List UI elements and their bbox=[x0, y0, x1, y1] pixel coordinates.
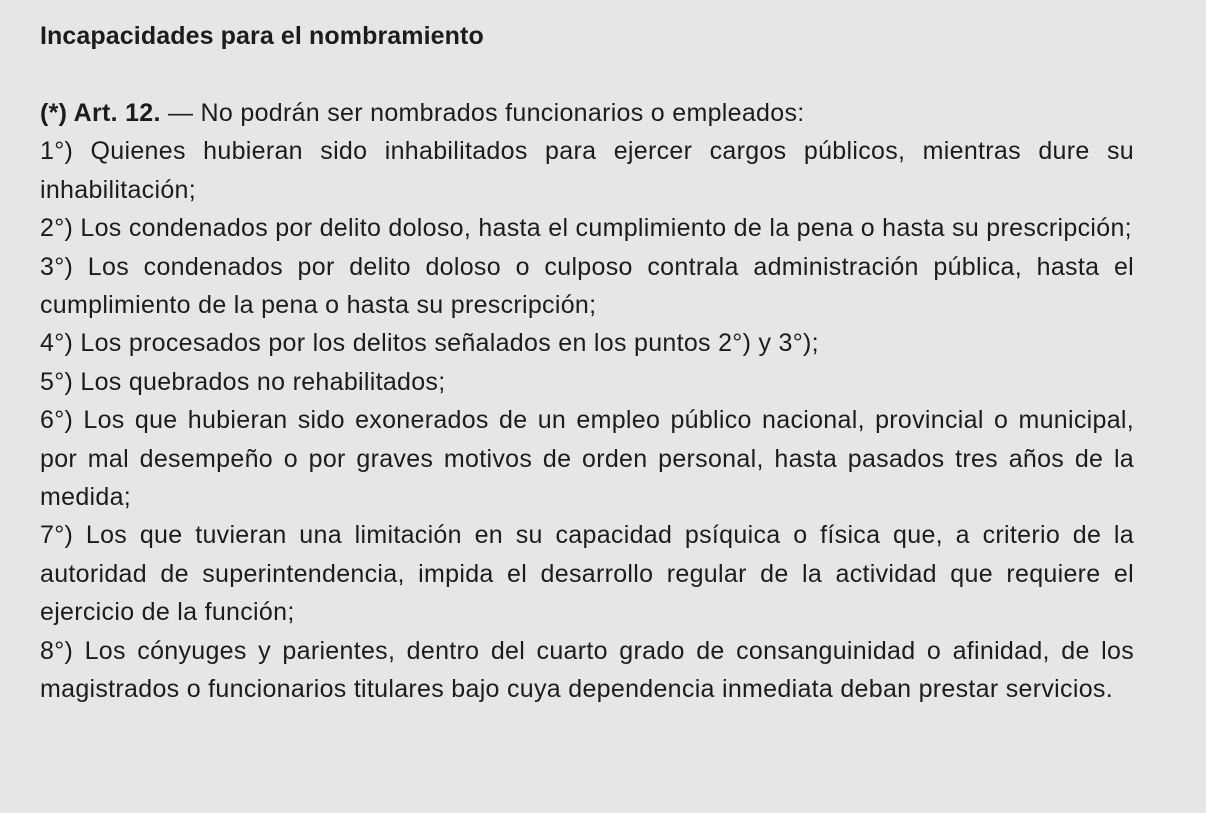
list-item-5: 5°) Los quebrados no rehabilitados; bbox=[40, 367, 446, 396]
list-item-7: 7°) Los que tuvieran una limitación en su capacidad psíquica o física que, a criterio de la autoridad de superintendencia, impida el desarrollo regular de la actividad que requiere el ejercicio de la función; bbox=[40, 521, 1134, 627]
list-item-6: 6°) Los que hubieran sido exonerados de un empleo público nacional, provincial o municipal, por mal desempeño o por graves motivos de orden personal, hasta pasados tres años de la medida; bbox=[40, 406, 1134, 512]
list-item-8: 8°) Los cónyuges y parientes, dentro del cuarto grado de consanguinidad o afinidad, de los magistrados o funcionarios titulares bajo cuya dependencia inmediata deban prestar servicios. bbox=[40, 636, 1134, 704]
list-item-4: 4°) Los procesados por los delitos señalados en los puntos 2°) y 3°); bbox=[40, 329, 819, 358]
article-label: (*) Art. 12. bbox=[40, 99, 161, 127]
article-body bbox=[40, 94, 1134, 709]
list-item-1: 1°) Quienes hubieran sido inhabilitados para ejercer cargos públicos, mientras dure su inhabilitación; bbox=[40, 137, 1134, 204]
list-item-3: 3°) Los condenados por delito doloso o culposo contrala administración pública, hasta el cumplimiento de la pena o hasta su prescripción; bbox=[40, 252, 1134, 320]
article-intro: — No podrán ser nombrados funcionarios o empleados: bbox=[160, 99, 805, 127]
section-heading: Incapacidades para el nombramiento bbox=[40, 22, 484, 50]
article-intro-paragraph bbox=[40, 94, 1134, 132]
list-item-2: 2°) Los condenados por delito doloso, hasta el cumplimiento de la pena o hasta su prescripción; bbox=[40, 214, 1132, 243]
